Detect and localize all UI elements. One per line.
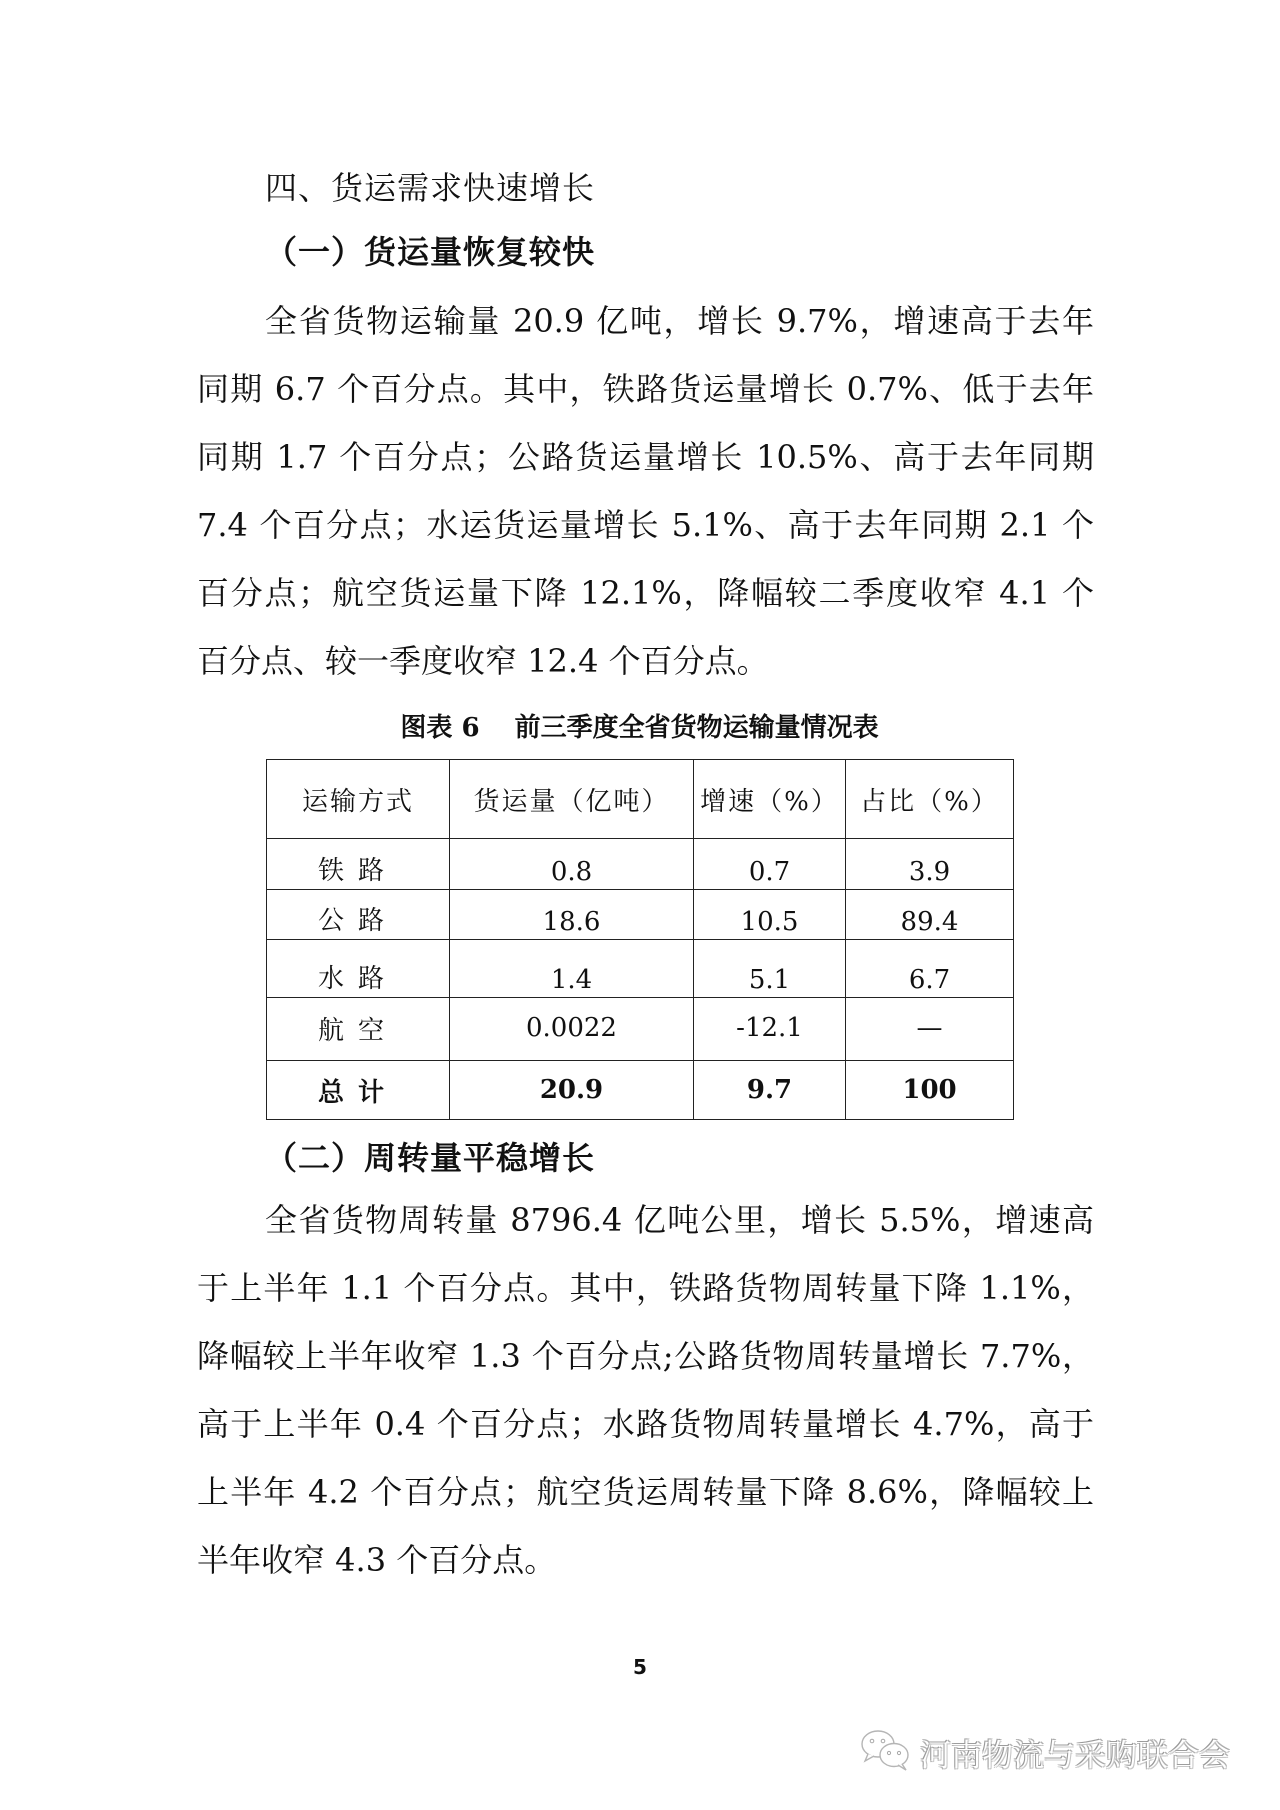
freight-volume-table (266, 759, 1014, 1120)
wechat-icon (860, 1728, 912, 1776)
cell-volume: 0.0022 (450, 998, 694, 1061)
cell-total-label: 总计 (267, 1061, 450, 1120)
cell-mode: 公路 (267, 890, 450, 940)
column-header-mode: 运输方式 (267, 760, 450, 839)
paragraph-line: 全省货物周转量 8796.4 亿吨公里，增长 5.5%，增速高 (265, 1201, 1094, 1239)
paragraph-line: 百分点；航空货运量下降 12.1%，降幅较二季度收窄 4.1 个 (197, 574, 1094, 612)
table-total-row (267, 1061, 1014, 1120)
cell-share: — (846, 998, 1014, 1061)
paragraph-line: 同期 1.7 个百分点；公路货运量增长 10.5%、高于去年同期 (197, 438, 1094, 476)
paragraph-freight-volume (197, 287, 1094, 695)
cell-mode: 水路 (267, 940, 450, 998)
cell-mode: 铁路 (267, 839, 450, 890)
table-row (267, 890, 1014, 940)
section-heading: 四、货运需求快速增长 (265, 169, 596, 207)
paragraph-line: 全省货物运输量 20.9 亿吨，增长 9.7%，增速高于去年 (265, 302, 1094, 340)
cell-total-growth: 9.7 (694, 1061, 846, 1120)
cell-growth: -12.1 (694, 998, 846, 1061)
cell-share: 6.7 (846, 940, 1014, 998)
subsection-heading-turnover: （二）周转量平稳增长 (265, 1139, 596, 1177)
subsection-heading-freight-volume: （一）货运量恢复较快 (265, 233, 596, 271)
cell-share: 3.9 (846, 839, 1014, 890)
cell-growth: 0.7 (694, 839, 846, 890)
table-row (267, 998, 1014, 1061)
paragraph-line: 上半年 4.2 个百分点；航空货运周转量下降 8.6%，降幅较上 (197, 1473, 1094, 1511)
cell-volume: 0.8 (450, 839, 694, 890)
column-header-volume: 货运量（亿吨） (450, 760, 694, 839)
cell-volume: 18.6 (450, 890, 694, 940)
paragraph-line: 半年收窄 4.3 个百分点。 (197, 1541, 557, 1579)
cell-growth: 10.5 (694, 890, 846, 940)
paragraph-turnover (197, 1186, 1094, 1594)
cell-mode: 航空 (267, 998, 450, 1061)
cell-total-share: 100 (846, 1061, 1014, 1120)
paragraph-line: 百分点、较一季度收窄 12.4 个百分点。 (197, 642, 769, 680)
page-number: 5 (633, 1655, 647, 1679)
paragraph-line: 同期 6.7 个百分点。其中，铁路货运量增长 0.7%、低于去年 (197, 370, 1094, 408)
cell-share: 89.4 (846, 890, 1014, 940)
table-caption: 图表 6 前三季度全省货物运输量情况表 (400, 713, 879, 743)
paragraph-line: 7.4 个百分点；水运货运量增长 5.1%、高于去年同期 2.1 个 (197, 506, 1094, 544)
table-row (267, 940, 1014, 998)
paragraph-line: 降幅较上半年收窄 1.3 个百分点;公路货物周转量增长 7.7%， (197, 1337, 1094, 1375)
column-header-growth: 增速（%） (694, 760, 846, 839)
column-header-share: 占比（%） (846, 760, 1014, 839)
cell-volume: 1.4 (450, 940, 694, 998)
cell-growth: 5.1 (694, 940, 846, 998)
paragraph-line: 高于上半年 0.4 个百分点；水路货物周转量增长 4.7%，高于 (197, 1405, 1094, 1443)
table-header-row (267, 760, 1014, 839)
watermark-text: 河南物流与采购联合会 (920, 1737, 1230, 1774)
cell-total-volume: 20.9 (450, 1061, 694, 1120)
watermark (860, 1732, 1230, 1772)
paragraph-line: 于上半年 1.1 个百分点。其中，铁路货物周转量下降 1.1%， (197, 1269, 1094, 1307)
table-row (267, 839, 1014, 890)
